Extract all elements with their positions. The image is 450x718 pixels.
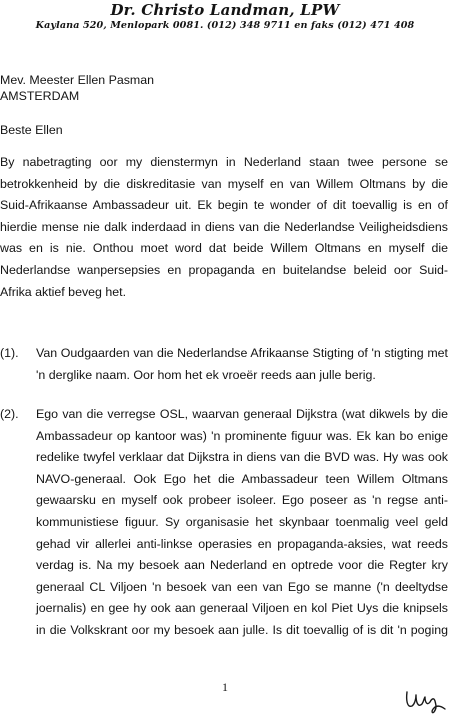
greeting: Beste Ellen (0, 123, 63, 137)
list-item-line: 'n derglike naam. Oor hom het ek vroeër reeds aan julle berig. (36, 367, 376, 382)
intro-line: By nabetragting oor my dienstermyn in Nederland staan twee persone se (0, 155, 448, 169)
list-item-line: gewaarsku en myself ook probeer isoleer. Ego poseer as 'n regse anti- (36, 493, 448, 508)
list-item-line: NAVO-generaal. Ook Ego het die Ambassadeur teen Willem Oltmans (36, 471, 448, 486)
recipient-city: AMSTERDAM (0, 89, 80, 103)
list-item-line: Van Oudgaarden van die Nederlandse Afrikaanse Stigting of 'n stigting met (36, 346, 448, 360)
intro-line: was en is nie. Onthou moet word dat beide Willem Oltmans en myself die (0, 241, 448, 256)
list-item-body (36, 343, 448, 386)
signature-initials (404, 686, 448, 716)
letterhead (0, 0, 450, 32)
list-item-line: kommunistiese figuur. Sy organisasie het skynbaar toenmalig veel geld (36, 514, 448, 529)
list-item-line: Ambassadeur op kantoor was) 'n prominente figuur was. Ek kan bo enige (36, 428, 448, 443)
intro-line: Nederlandse wanpersepsies en propaganda en buitelandse beleid oor Suid- (0, 262, 448, 277)
list-item-line: gehad vir allerlei anti-linkse operasies en propaganda-aksies, wat reeds (36, 536, 448, 551)
recipient-address (0, 72, 450, 104)
list-item-line: Ego van die verregse OSL, waarvan generaal Dijkstra (wat dikwels by die (36, 407, 448, 421)
intro-line: Suid-Afrikaanse Ambassadeur uit. Ek begin te wonder of dit toevallig is en of (0, 198, 448, 213)
intro-paragraph (0, 152, 448, 303)
intro-line: Afrika aktief beveg het. (0, 284, 127, 299)
intro-line: hierdie mense nie dalk inderdaad in diens van die Nederlandse Veiligheidsdiens (0, 219, 448, 234)
list-item-number: (1). (0, 346, 19, 360)
recipient-name: Mev. Meester Ellen Pasman (0, 73, 155, 87)
list-item-line: verdag is. Na my besoek aan Nederland en optrede voor die Regter kry (36, 558, 448, 573)
page-number: 1 (222, 680, 228, 694)
list-item-line: redelike twyfel verklaar dat Dijkstra in diens van die BVD was. Hy was ook (36, 450, 448, 465)
list-item-line: in die Volkskrant oor my besoek aan julle. Is dit toevallig of is dit 'n poging (36, 622, 448, 637)
letterhead-address: Kaylana 520, Menlopark 0081. (012) 348 9711 en faks (012) 471 408 (35, 20, 415, 31)
intro-line: betrokkenheid by die diskreditasie van myself en van Willem Oltmans by die (0, 176, 448, 191)
list-item-line: joernalis) en gee hy ook aan generaal Viljoen en kol Piet Uys die knipsels (36, 601, 448, 616)
letterhead-name: Dr. Christo Landman, LPW (110, 1, 340, 19)
list-item-body (36, 404, 448, 642)
list-item-line: generaal CL Viljoen 'n besoek van een van Ego se manne ('n deeltydse (36, 579, 448, 594)
list-item-number: (2). (0, 407, 19, 421)
